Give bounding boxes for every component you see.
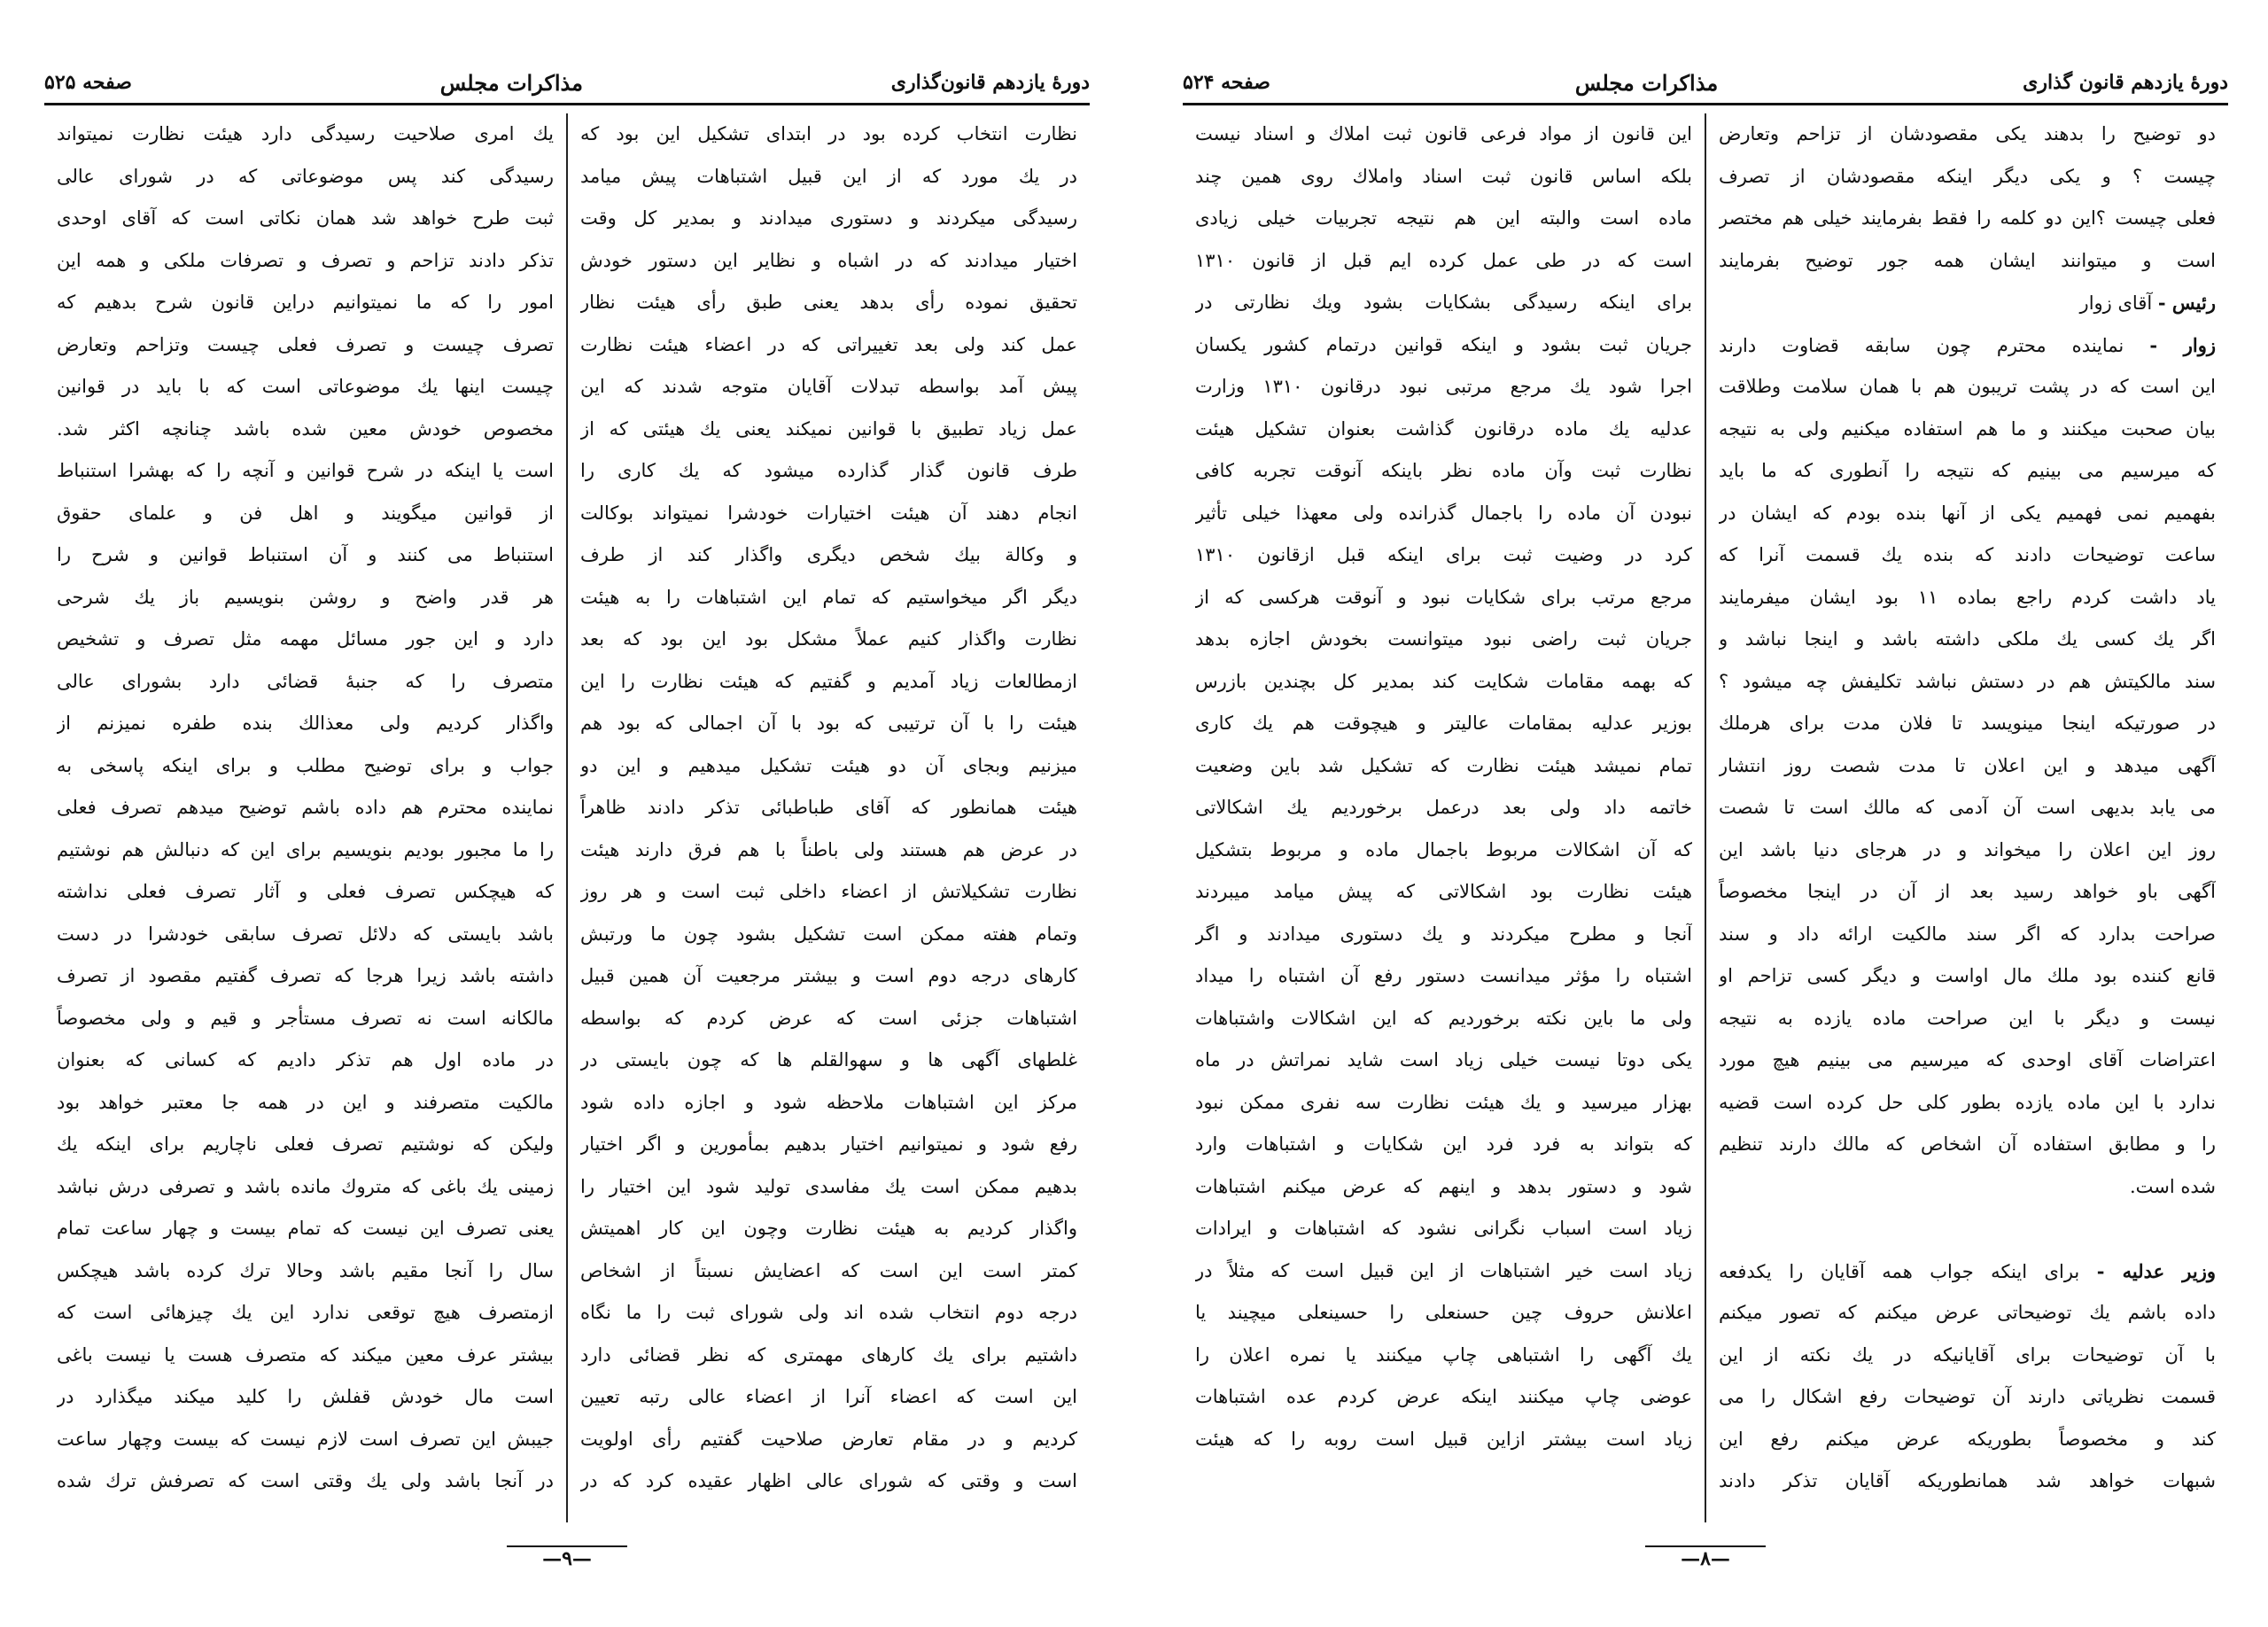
text-line: نظارت ثبت وآن ماده نظر باینکه آنوقت تجربه کافی (1195, 460, 1692, 481)
speaker-label: رئیس - (2157, 292, 2216, 314)
text-line: که میرسیم می بینیم که نتیجه را آنطوری که ما باید (1719, 460, 2216, 481)
text-line: نظارت انتخاب کرده بود در ابتدای تشکیل این بود که (580, 123, 1077, 144)
text-line: یاد داشت کردم راجع بماده ۱۱ بود ایشان میفرمایند (1719, 586, 2216, 608)
text-line: سند مالکیتش هم در دستش نباشد تکلیفش چه میشود ؟ (1719, 670, 2216, 692)
text-line: در عرض هم هستند ولی باطناً با هم فرق دارند هیئت (580, 838, 1077, 860)
text-line: امور را که ما نمیتوانیم دراین قانون شرح بدهیم که (57, 292, 554, 313)
text-line: بوزیر عدلیه بمقامات عالیتر و هیچوقت هم یك کاری (1195, 712, 1692, 734)
text-line (1719, 1208, 2216, 1250)
text-line: تذکر دادند تزاحم و تصرف و تصرفات ملکی و همه این (57, 249, 554, 271)
text-line: رئیس - آقای زوار (2079, 292, 2216, 314)
text-line: اشتباهات جزئی است که عرض کردم که بواسطه (580, 1007, 1077, 1029)
text-line: یکی دوتا نیست خیلی زیاد است شاید نمراتش در ماه (1195, 1049, 1692, 1070)
text-line: که آن اشکالات مربوط باجمال ماده و مربوط بتشکیل (1195, 838, 1692, 860)
page-number: صفحه ۵۲۴ (1183, 71, 1270, 94)
running-head-left (44, 62, 1090, 105)
text-line: شود و دستور بدهد و اینهم که عرض میکنم اشتباهات (1195, 1175, 1692, 1197)
text-line: تمام نمیشد هیئت نظارت که تشکیل شد باین وضعیت (1195, 754, 1692, 776)
text-line: عوضی چاپ میکنند اینکه عرض کردم عده اشتباهات (1195, 1386, 1692, 1407)
folio (44, 1547, 1090, 1570)
text-line: متصرف را که جنبهٔ قضائی دارد بشورای عالی (57, 670, 554, 692)
text-line: بیشتر عرف معین میکند که متصرف هست یا نیست باغی (57, 1343, 554, 1366)
text-line: نظارت تشکیلاتش از اعضاء داخلی ثبت است و هر روز (580, 881, 1077, 902)
text-line: ولی ما باین نکته برخوردیم که این اشکالات واشتباهات (1195, 1007, 1692, 1029)
text-line: عدلیه یك ماده درقانون گذاشت بعنوان تشکیل هیئت (1195, 417, 1692, 440)
text-line: دو توضیح را بدهند یکی مقصودشان از تزاحم وتعارض (1719, 123, 2216, 144)
folio-number: —۸— (1645, 1545, 1766, 1570)
session-title: دورهٔ یازدهم قانون گذاری (2023, 71, 2228, 94)
text-line: جیبش این تصرف است لازم نیست که بیست وچهار ساعت (57, 1428, 554, 1450)
text-line: شبهات خواهد شد همانطوریکه آقایان تذکر دادند (1719, 1470, 2216, 1491)
text-line: است و وقتی که شورای عالی اظهار عقیده کرد که در (580, 1470, 1077, 1491)
text-line: باشد بایستی که دلائل تصرف سابقی خودشرا در دست (57, 922, 554, 945)
speaker-label: زوار - (2149, 333, 2216, 356)
text-line: داده باشم یك توضیحاتی عرض میکنم که تصور میکنم (1719, 1302, 2216, 1323)
text-line: و وکالة بیك شخص دیگری واگذار کند از طرف (580, 544, 1077, 565)
text-line: ماده است والبته این هم نتیجه تجربیات خیلی زیادی (1195, 207, 1692, 229)
text-line: بیان صحبت میکنند و ما هم استفاده میکنیم ولی به نتیجه (1719, 417, 2216, 440)
text-line: هیئت همانطور که آقای طباطبائی تذکر دادند ظاهراً (580, 797, 1077, 818)
text-line: در آنجا باشد ولی یك وقتی است که تصرفش ترك شده (57, 1470, 554, 1491)
folio (1183, 1547, 2228, 1570)
text-line: زیاد است خیر اشتباهات از این قبیل است که مثلاً در (1195, 1259, 1692, 1281)
text-line: روز این اعلان را میخواند و در هرجای دنیا باشد این (1719, 838, 2216, 860)
text-line: زوار - نماینده محترم چون سابقه قضاوت دارند (1719, 333, 2216, 356)
text-column (568, 113, 1090, 1522)
text-line: اشتباه را مؤثر میدانست دستور رفع آن اشتباه را میداد (1195, 965, 1692, 986)
session-title: دورهٔ یازدهم قانون‌گذاری (890, 71, 1090, 94)
text-line: یعنی تصرف این نیست که تمام بیست و چهار ساعت تمام (57, 1218, 554, 1239)
text-line: که بهمه مقامات شکایت کند بمدیر کل بچندین بازرس (1195, 670, 1692, 692)
text-line: رسیدگی میکردند و دستوری میدادند و بمدیر کل وقت (580, 207, 1077, 229)
text-line: دیگر اگر میخواستیم که تمام این اشتباهات را به هیئت (580, 586, 1077, 608)
right-page (1183, 62, 2228, 1586)
text-line: آگهی باو خواهد رسید بعد از آن در اینجا مخصوصاً (1719, 881, 2216, 902)
text-columns (44, 113, 1090, 1522)
text-line: استنباط می کنند و آن استنباط قوانین و شرح را (57, 544, 554, 565)
text-line: ازمتصرف هیچ توقعی ندارد این یك چیزهائی است که (57, 1302, 554, 1323)
text-line: است و میتوانند ایشان همه جور توضیح بفرمایند (1719, 249, 2216, 271)
text-line: مخصوص خودش معین شده باشد چنانچه اکثر شد. (57, 417, 554, 440)
text-line: بلکه اساس قانون ثبت اسناد واملاك روی همین چند (1195, 165, 1692, 187)
text-line: اعتراضات آقای اوحدی که میرسیم می بینیم هیچ مورد (1719, 1049, 2216, 1070)
text-line: زیاد است بیشتر ازاین قبیل است روبه را که هیئت (1195, 1428, 1692, 1450)
text-line: وزیر عدلیه - برای اینکه جواب همه آقایان را یکدفعه (1719, 1259, 2216, 1282)
text-line: نظارت واگذار کنیم عملاً مشکل بود این بود که بعد (580, 628, 1077, 650)
text-column (1183, 113, 1706, 1522)
text-line: جواب و برای توضیح مطلب و برای اینکه پاسخی به (57, 754, 554, 776)
text-line: یك آگهی را اشتباهی چاپ میکنند یا نمره اعلان را (1195, 1343, 1692, 1366)
text-line: کارهای درجه دوم است و بیشتر مرجعیت آن همین قبیل (580, 965, 1077, 986)
text-line: رسیدگی کند پس موضوعاتی که در شورای عالی (57, 165, 554, 187)
text-line: وتمام هفته ممکن است تشکیل بشود چون ما ورتبش (580, 922, 1077, 945)
text-line: ازمطالعات زیاد آمدیم و گفتیم که هیئت نظارت را این (580, 670, 1077, 692)
text-line: کمتر است این است که اعضایش نسبتاً از اشخاص (580, 1259, 1077, 1281)
text-line: کرد در وضیت ثبت برای اینکه قبل ازقانون ۱۳۱۰ (1195, 544, 1692, 565)
text-line: غلطهای آگهی ها و سهوالقلم ها که چون بایستی در (580, 1049, 1077, 1070)
running-head-right (1183, 62, 2228, 105)
text-line: آنجا و مطرح میکردند و یك دستوری میدادند و اگر (1195, 922, 1692, 945)
text-columns (1183, 113, 2228, 1522)
publication-title: مذاکرات مجلس (439, 69, 583, 96)
text-line: رفع شود و نمیتوانیم اختیار بدهیم بمأمورین و اگر اختیار (580, 1133, 1077, 1155)
text-line: واگذار کردیم ولی معذالك بنده طفره نمیزنم از (57, 712, 554, 734)
text-line: چیست اینها یك موضوعاتی است که با باید در قوانین (57, 376, 554, 397)
text-column (44, 113, 568, 1522)
text-line: اختیار میدادند که در اشباه و نظایر این دستور خودش (580, 249, 1077, 271)
text-line: فعلی چیست ؟این دو کلمه را فقط بفرمایند خیلی هم مختصر (1719, 207, 2216, 229)
text-line: ولیکن که نوشتیم تصرف فعلی ناچاریم برای اینکه یك (57, 1133, 554, 1155)
text-line: است که در طی عمل کرده ایم قبل از قانون ۱۳۱۰ (1195, 249, 1692, 271)
text-line: جریان ثبت بشود و اینکه قوانین درتمام کشور یکسان (1195, 333, 1692, 355)
text-line: یك امری صلاحیت رسیدگی دارد هیئت نظارت نمیتواند (57, 123, 554, 144)
text-line: آگهی میدهد و این اعلان تا مدت شصت روز انتشار (1719, 754, 2216, 776)
text-line: مالکیت متصرفند و این در همه جا معتبر خواهد بود (57, 1091, 554, 1113)
text-line: این است که در پشت تریبون هم با همان سلامت وطلاقت (1719, 376, 2216, 397)
text-line: نماینده محترم هم داده باشم توضیح میدهم تصرف فعلی (57, 797, 554, 818)
text-line: در ماده اول هم تذکر دادیم که کسانی که بعنوان (57, 1049, 554, 1070)
text-line: داشتیم برای یك کارهای مهمتری که نظر قضائی دارد (580, 1343, 1077, 1366)
text-line: این است که اعضاء آنرا از اعضاء عالی رتبه تعیین (580, 1386, 1077, 1407)
text-line: هر قدر واضح و روشن بنویسیم باز یك شرحی (57, 586, 554, 608)
text-line: قانع کننده بود ملك مال اواست و دیگر کسی تزاحم او (1719, 965, 2216, 986)
text-line: هیئت را با آن ترتیبی که بود با آن اجمالی که بود هم (580, 712, 1077, 734)
text-line: مرکز این اشتباهات ملاحظه شود و اجازه داده شود (580, 1091, 1077, 1113)
publication-title: مذاکرات مجلس (1574, 69, 1719, 96)
text-line: طرف قانون گذار گذارده میشود که یك کاری را (580, 460, 1077, 481)
text-line: داشته باشد زیرا هرجا که تصرف گفتیم مقصود از تصرف (57, 965, 554, 986)
page-number: صفحه ۵۲۵ (44, 71, 132, 94)
text-line: انجام دهند آن هیئت اختیارات خودشرا نمیتواند بوکالت (580, 502, 1077, 524)
text-line: برای اینکه رسیدگی بشکایات بشود ویك نظارتی در (1195, 292, 1692, 313)
text-line: از قوانین میگویند و اهل فن و علمای حقوق (57, 502, 554, 524)
text-line: که هیچکس تصرف فعلی و آثار تصرف فعلی نداشته (57, 881, 554, 902)
text-line: را و مطابق استفاده آن اشخاص که مالك دارند تنظیم (1719, 1133, 2216, 1155)
text-line: زمینی یك باغی که متروك مانده باشد و تصرفی درش نباشد (57, 1175, 554, 1197)
text-line: است یا اینکه در شرح قوانین و آنچه را که بهشرا استنباط (57, 460, 554, 481)
text-line: اگر یك کسی یك ملکی داشته باشد و اینجا نباشد و (1719, 628, 2216, 650)
text-line: هیئت نظارت بود اشکالاتی که پیش میامد میبردند (1195, 881, 1692, 902)
text-line: میزنیم وبجای آن دو هیئت تشکیل میدهیم و این دو (580, 754, 1077, 776)
text-line: چیست ؟ و یکی دیگر اینکه مقصودشان از تصرف (1719, 165, 2216, 187)
text-line: جریان ثبت راضی نبود میتوانست بخودش اجازه بدهد (1195, 628, 1692, 650)
text-line: است مال خودش قفلش را کلید میکند میگذارد در (57, 1386, 554, 1407)
text-line: می یابد بدیهی است آن آدمی که مالك است تا شصت (1719, 797, 2216, 818)
text-line: نبودن آن ماده را باجمال گذرانده ولی معهذا خیلی تأثیر (1195, 502, 1692, 524)
text-line: سال را آنجا مقیم باشد وحالا ترك کرده باشد هیچکس (57, 1259, 554, 1281)
text-line: درجه دوم انتخاب شده اند ولی شورای ثبت را ما نگاه (580, 1302, 1077, 1323)
folio-number: —۹— (507, 1545, 627, 1570)
text-line: ثبت طرح خواهد شد همان نکاتی است که آقای اوحدی (57, 207, 554, 229)
left-page (44, 62, 1090, 1586)
text-line: در صورتیکه اینجا مینویسد تا فلان مدت برای هرملك (1719, 712, 2216, 734)
text-line: اعلانش حروف چین حسنعلی را حسینعلی میچیند یا (1195, 1302, 1692, 1323)
text-line: زیاد است اسباب نگرانی نشود که اشتباهات و ایرادات (1195, 1218, 1692, 1239)
text-line: در یك مورد که از این قبیل اشتباهات پیش میامد (580, 165, 1077, 187)
text-line: واگذار کردیم به هیئت نظارت وچون این کار اهمیتش (580, 1218, 1077, 1239)
text-line: بهزار میرسید و یك هیئت نظارت سه نفری ممکن نبود (1195, 1091, 1692, 1113)
text-line: صراحت بدارد که اگر سند مالکیت ارائه داد و سند (1719, 922, 2216, 945)
text-line: این قانون از مواد فرعی قانون ثبت املاك و اسناد نیست (1195, 123, 1692, 144)
text-line: پیش آمد بواسطه تبدلات آقایان متوجه شدند که این (580, 376, 1077, 397)
text-line: ندارد با این ماده یازده بطور کلی حل کرده است قضیه (1719, 1091, 2216, 1113)
text-line: تحقیق نموده رأی بدهد یعنی طبق رأی هیئت نظار (580, 292, 1077, 313)
speaker-label: وزیر عدلیه - (2096, 1259, 2216, 1282)
text-column (1706, 113, 2228, 1522)
text-line: دارد و این جور مسائل مهمه مثل تصرف و تشخیص (57, 628, 554, 650)
text-line: مالکانه است نه تصرف مستأجر و قیم و ولی مخصوصاً (57, 1007, 554, 1029)
text-line: بدهیم ممکن است یك مفاسدی تولید شود این اختیار را (580, 1175, 1077, 1197)
text-line: با آن توضیحات برای آقایانیکه در یك نکته از این (1719, 1343, 2216, 1366)
text-line: مرجع مرتب برای شکایات نبود و آنوقت هرکسی که از (1195, 586, 1692, 608)
text-line: تصرف چیست و تصرف فعلی چیست وتزاحم وتعارض (57, 333, 554, 355)
text-line: عمل کند ولی بعد تغییراتی که در اعضاء هیئت نظارت (580, 333, 1077, 355)
text-line: کردیم و در مقام تعارض صلاحیت گفتیم رأی اولویت (580, 1428, 1077, 1450)
text-line: را ما مجبور بودیم بنویسیم برای این که دنبالش هم نوشتیم (57, 838, 554, 860)
text-line: که بتواند به فرد فرد این شکایات و اشتباهات وارد (1195, 1133, 1692, 1155)
text-line: شده است. (2129, 1175, 2216, 1197)
text-line: عمل زیاد تطبیق با قوانین نمیکند یعنی یك هیئتی که از (580, 417, 1077, 440)
text-line: خاتمه داد ولی بعد درعمل برخوردیم یك اشکالاتی (1195, 797, 1692, 818)
text-line: بفهمیم نمی فهمیم یکی از آنها بنده بودم که ایشان در (1719, 502, 2216, 524)
text-line: ساعت توضیحات دادند که بنده یك قسمت آنرا که (1719, 544, 2216, 565)
text-line: نیست و دیگر با این صراحت ماده یازده به نتیجه (1719, 1007, 2216, 1029)
text-line: اجرا شود یك مرجع مرتبی نبود درقانون ۱۳۱۰ وزارت (1195, 376, 1692, 397)
text-line: قسمت نظریاتی دارند آن توضیحات رفع اشکال را می (1719, 1386, 2216, 1407)
text-line: کند و مخصوصاً بطوریکه عرض میکنم رفع این (1719, 1428, 2216, 1450)
